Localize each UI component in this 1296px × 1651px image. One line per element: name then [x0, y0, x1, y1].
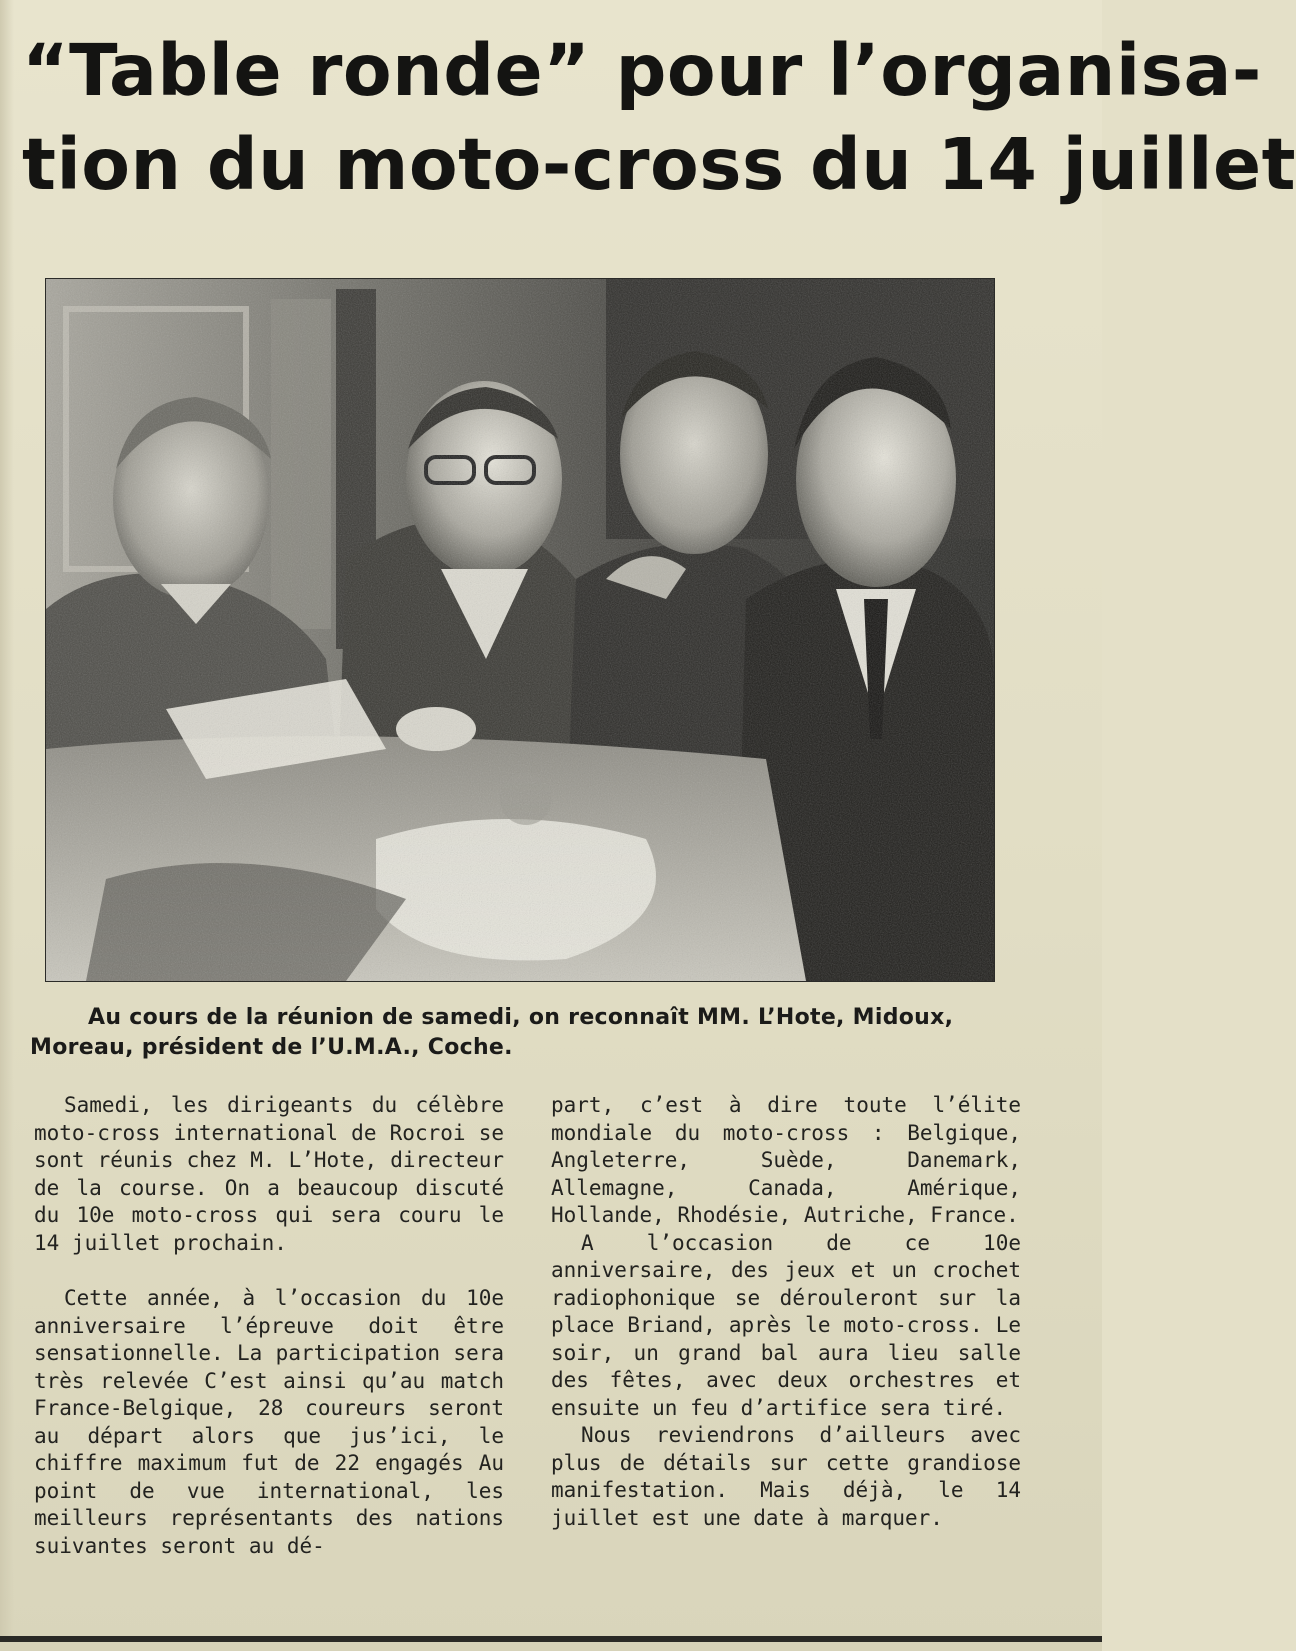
article-column-left [34, 1092, 504, 1560]
article-paragraph: part, c’est à dire toute l’élite mondiale du moto-cross : Belgique, Angleterre, Suède, Danemark, Allemagne, Canada, Amérique, Hollande, Rhodésie, Autriche, France. [551, 1093, 1021, 1227]
article-column-right [551, 1092, 1021, 1532]
article-paragraph: A l’occasion de ce 10e anniversaire, des jeux et un crochet radiophonique se dérouleront sur la place Briand, après le moto-cross. Le soir, un grand bal aura lieu salle des fêtes, avec deux orchestres et ensuite un feu d’artifice sera tiré. [551, 1230, 1021, 1420]
headline [22, 24, 1296, 212]
article-paragraph: Cette année, à l’occasion du 10e anniversaire l’épreuve doit être sensationnelle. La participation sera très relevée C’est ainsi qu’au match France-Belgique, 28 coureurs seront au départ alors que jus’ici, le chiffre maximum fut de 22 engagés Au point de vue international, les meilleurs représentants des nations suivantes seront au dé- [34, 1286, 504, 1558]
paper-edge [0, 0, 14, 1651]
bottom-strip [0, 1642, 1102, 1651]
halftone-photo [46, 279, 994, 981]
article-paragraph: Samedi, les dirigeants du célèbre moto-cross international de Rocroi se sont réunis chez M. L’Hote, directeur de la course. On a beaucoup discuté du 10e moto-cross qui sera couru le 14 juillet prochain. [34, 1093, 504, 1255]
article-paragraph: Nous reviendrons d’ailleurs avec plus de détails sur cette grandiose manifestation. Mais déjà, le 14 juillet est une date à marquer. [551, 1423, 1021, 1530]
headline-line-1: “Table ronde” pour l’organisa- [22, 29, 1262, 112]
photograph-of-four-men-at-table [45, 278, 995, 982]
headline-line-2: tion du moto-cross du 14 juillet [22, 123, 1296, 206]
photo-caption: Au cours de la réunion de samedi, on reconnaît MM. L’Hote, Midoux, Moreau, président de l’U.M.A., Coche. [30, 1005, 954, 1060]
